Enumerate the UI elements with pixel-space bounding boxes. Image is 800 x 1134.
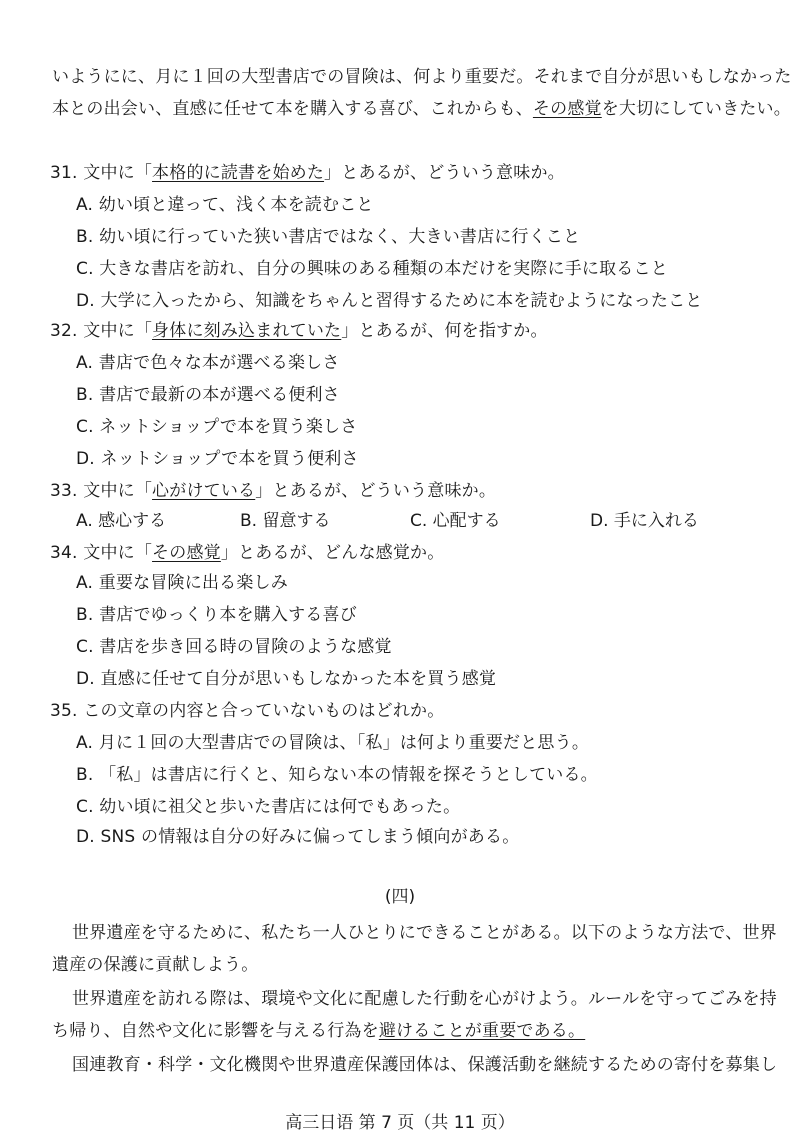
section-4-p2-line-2 <box>52 1020 585 1042</box>
q35-option-a: A. 月に１回の大型書店での冒険は、「私」は何より重要だと思う。 <box>76 733 590 753</box>
q32-option-b: B. 書店で最新の本が選べる便利さ <box>76 385 340 405</box>
q34-underlined-phrase: その感覚 <box>152 543 221 563</box>
q34-option-d: D. 直感に任せて自分が思いもしなかった本を買う感覚 <box>76 669 497 689</box>
q32-option-a: A. 書店で色々な本が選べる楽しさ <box>76 353 340 373</box>
q32-option-d: D. ネットショップで本を買う便利さ <box>76 449 359 469</box>
intro-line-2 <box>52 98 791 120</box>
q31-option-d: D. 大学に入ったから、知識をちゃんと習得するために本を読むようになったこと <box>76 291 703 311</box>
q31-option-a: A. 幼い頃と違って、浅く本を読むこと <box>76 195 374 215</box>
page-footer: 高三日语 第 7 页（共 11 页） <box>285 1113 515 1133</box>
question-34-stem <box>50 542 444 564</box>
intro-line-1-text: いようにに、月に１回の大型書店での冒険は、何より重要だ。それまで自分が思いもしなかった <box>52 67 792 87</box>
q34-stem-post: 」とあるが、どんな感覚か。 <box>220 543 445 563</box>
question-32-stem <box>50 320 548 342</box>
intro-line-2-text: 本との出会い、直感に任せて本を購入する喜び、これからも、 <box>52 99 533 119</box>
q34-option-a: A. 重要な冒険に出る楽しみ <box>76 573 288 593</box>
q33-option-d: D. 手に入れる <box>590 511 699 531</box>
q31-stem-pre: 31. 文中に「 <box>50 163 153 183</box>
q33-option-a: A. 感心する <box>76 511 167 531</box>
q31-option-c: C. 大きな書店を訪れ、自分の興味のある種類の本だけを実際に手に取ること <box>76 259 668 279</box>
question-33-stem <box>50 480 496 502</box>
q33-stem-post: 」とあるが、どういう意味か。 <box>255 481 497 501</box>
q33-stem-pre: 33. 文中に「 <box>50 481 153 501</box>
q32-underlined-phrase: 身体に刻み込まれていた <box>152 321 342 341</box>
q33-option-c: C. 心配する <box>410 511 501 531</box>
q35-option-b: B. 「私」は書店に行くと、知らない本の情報を探そうとしている。 <box>76 765 598 785</box>
q32-option-c: C. ネットショップで本を買う楽しさ <box>76 417 358 437</box>
q34-stem-pre: 34. 文中に「 <box>50 543 153 563</box>
section-4-p3-line-1: 国連教育・科学・文化機関や世界遺産保護団体は、保護活動を継続するための寄付を募集し <box>72 1055 778 1075</box>
q35-option-d: D. SNS の情報は自分の好みに偏ってしまう傾向がある。 <box>76 827 520 847</box>
section-4-p1-line-1: 世界遺産を守るために、私たち一人ひとりにできることがある。以下のような方法で、世界 <box>72 923 777 943</box>
section-4-underlined-phrase: 避けることが重要である。 <box>378 1021 586 1041</box>
q32-stem-pre: 32. 文中に「 <box>50 321 153 341</box>
section-4-p2-line-2-text: ち帰り、自然や文化に影響を与える行為を <box>52 1021 379 1041</box>
intro-underlined-phrase: その感覚 <box>532 99 602 119</box>
question-35-stem: 35. この文章の内容と合っていないものはどれか。 <box>50 701 445 721</box>
q32-stem-post: 」とあるが、何を指すか。 <box>341 321 548 341</box>
intro-line-1 <box>52 66 792 88</box>
q33-underlined-phrase: 心がけている <box>152 481 256 501</box>
q31-stem-post: 」とあるが、どういう意味か。 <box>324 163 565 183</box>
q35-option-c: C. 幼い頃に祖父と歩いた書店には何でもあった。 <box>76 797 461 817</box>
intro-line-2-end: を大切にしていきたい。 <box>601 99 791 119</box>
q31-option-b: B. 幼い頃に行っていた狭い書店ではなく、大きい書店に行くこと <box>76 227 581 247</box>
q34-option-b: B. 書店でゆっくり本を購入する喜び <box>76 605 357 625</box>
q33-option-b: B. 留意する <box>240 511 331 531</box>
section-4-title: (四) <box>384 887 416 907</box>
section-4-p2-line-1: 世界遺産を訪れる際は、環境や文化に配慮した行動を心がけよう。ルールを守ってごみを持 <box>72 989 777 1009</box>
q31-underlined-phrase: 本格的に読書を始めた <box>152 163 325 183</box>
q34-option-c: C. 書店を歩き回る時の冒険のような感覚 <box>76 637 392 657</box>
section-4-p1-line-2: 遺産の保護に貢献しよう。 <box>52 955 259 975</box>
question-31-stem <box>50 162 565 184</box>
